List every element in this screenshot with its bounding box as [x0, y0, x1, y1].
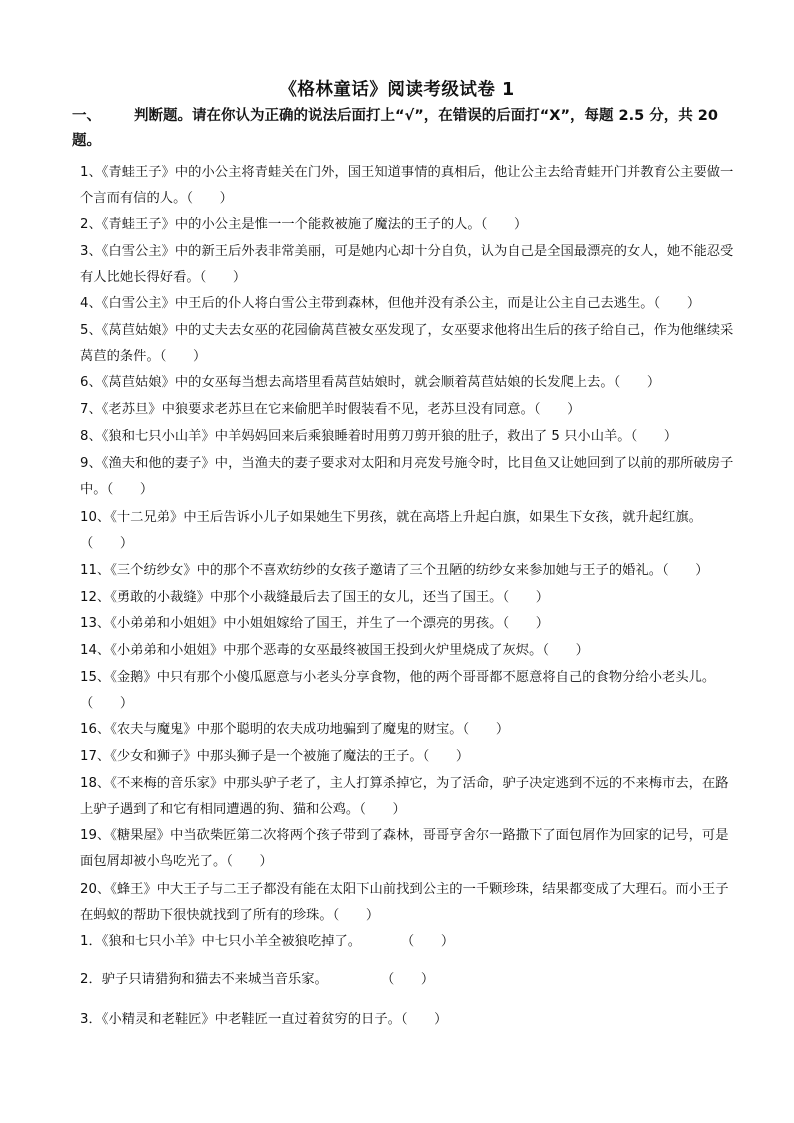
extra-question-1: 1．《狼和七只小羊》中七只小羊全被狼吃掉了。 （ ） — [80, 934, 455, 949]
extra-question-3: 3．《小精灵和老鞋匠》中老鞋匠一直过着贫穷的日子。（ ） — [80, 1012, 448, 1027]
question-1: 1、《青蛙王子》中的小公主将青蛙关在门外，国王知道事情的真相后，他让公主去给青蛙开门并教育公主要做一个言而有信的人。（ ） — [80, 165, 734, 206]
question-15: 15、《金鹅》中只有那个小傻瓜愿意与小老头分享食物，他的两个哥哥都不愿意将自己的食物分给小老头儿。（ ） — [80, 670, 716, 711]
section-instruction — [72, 104, 732, 154]
extra-question-2: 2．驴子只请猎狗和猫去不来城当音乐家。 （ ） — [80, 972, 435, 987]
question-12: 12、《勇敢的小裁缝》中那个小裁缝最后去了国王的女儿，还当了国王。（ ） — [80, 590, 550, 605]
question-20: 20、《蜂王》中大王子与二王子都没有能在太阳下山前找到公主的一千颗珍珠，结果都变成了大理石。而小王子在蚂蚁的帮助下很快就找到了所有的珍珠。（ ） — [80, 882, 729, 923]
question-2: 2、《青蛙王子》中的小公主是惟一一个能救被施了魔法的王子的人。（ ） — [80, 217, 528, 232]
question-5: 5、《莴苣姑娘》中的丈夫去女巫的花园偷莴苣被女巫发现了，女巫要求他将出生后的孩子给自己，作为他继续采莴苣的条件。（ ） — [80, 323, 734, 364]
question-18: 18、《不来梅的音乐家》中那头驴子老了，主人打算杀掉它，为了活命，驴子决定逃到不远的不来梅市去，在路上驴子遇到了和它有相同遭遇的狗、猫和公鸡。（ ） — [80, 776, 729, 817]
question-11: 11、《三个纺纱女》中的那个不喜欢纺纱的女孩子邀请了三个丑陋的纺纱女来参加她与王子的婚礼。（ ） — [80, 563, 709, 578]
question-7: 7、《老苏旦》中狼要求老苏旦在它来偷肥羊时假装看不见，老苏旦没有同意。（ ） — [80, 402, 581, 417]
question-4: 4、《白雪公主》中王后的仆人将白雪公主带到森林，但他并没有杀公主，而是让公主自己去逃生。（ ） — [80, 296, 701, 311]
question-16: 16、《农夫与魔鬼》中那个聪明的农夫成功地骗到了魔鬼的财宝。（ ） — [80, 722, 510, 737]
question-19: 19、《糖果屋》中当砍柴匠第二次将两个孩子带到了森林，哥哥亨舍尔一路撒下了面包屑作为回家的记号，可是面包屑却被小鸟吃光了。（ ） — [80, 828, 729, 869]
page-title: 《格林童话》阅读考级试卷 1 — [279, 80, 515, 100]
section-number: 一、 — [72, 108, 101, 124]
question-17: 17、《少女和狮子》中那头狮子是一个被施了魔法的王子。（ ） — [80, 749, 470, 764]
question-6: 6、《莴苣姑娘》中的女巫每当想去高塔里看莴苣姑娘时，就会顺着莴苣姑娘的长发爬上去。（ ） — [80, 375, 661, 390]
section-instruction-text: 判断题。请在你认为正确的说法后面打上“√”，在错误的后面打“Χ”，每题 2.5 分，共 20 题。 — [72, 108, 718, 149]
question-10: 10、《十二兄弟》中王后告诉小儿子如果她生下男孩，就在高塔上升起白旗，如果生下女孩，就升起红旗。（ ） — [80, 510, 702, 551]
question-8: 8、《狼和七只小山羊》中羊妈妈回来后乘狼睡着时用剪刀剪开狼的肚子，救出了 5 只小山羊。（ ） — [80, 429, 678, 444]
question-9: 9、《渔夫和他的妻子》中，当渔夫的妻子要求对太阳和月亮发号施令时，比目鱼又让她回到了以前的那所破房子中。（ ） — [80, 456, 734, 497]
question-13: 13、《小弟弟和小姐姐》中小姐姐嫁给了国王，并生了一个漂亮的男孩。（ ） — [80, 616, 550, 631]
question-3: 3、《白雪公主》中的新王后外表非常美丽，可是她内心却十分自负，认为自己是全国最漂亮的女人，她不能忍受有人比她长得好看。（ ） — [80, 244, 734, 285]
question-14: 14、《小弟弟和小姐姐》中那个恶毒的女巫最终被国王投到火炉里烧成了灰烬。（ ） — [80, 643, 589, 658]
